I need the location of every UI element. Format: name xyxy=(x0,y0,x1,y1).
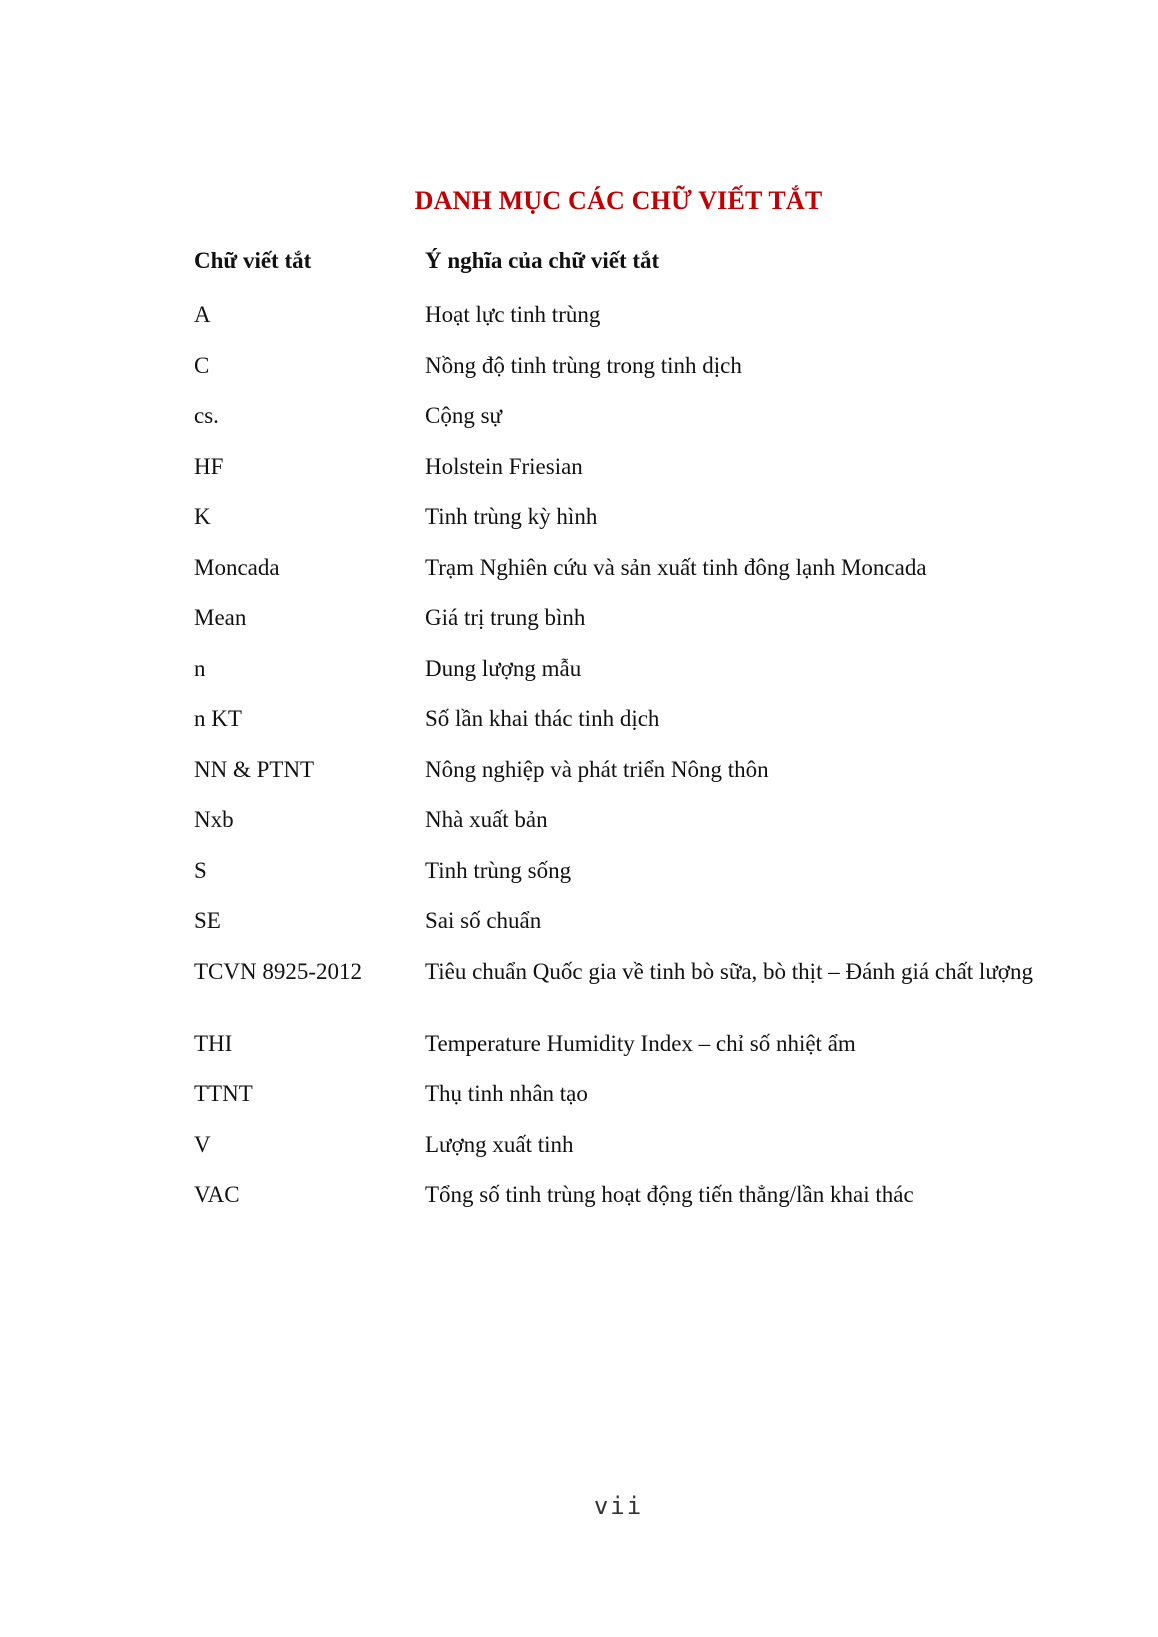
page-number: vii xyxy=(593,1492,644,1520)
meaning-cell: Trạm Nghiên cứu và sản xuất tinh đông lạnh Moncada xyxy=(425,554,927,580)
abbreviation-cell: Mean xyxy=(194,605,247,630)
table-row xyxy=(194,601,1054,652)
table-row xyxy=(194,753,1054,804)
table-row xyxy=(194,702,1054,753)
meaning-cell: Sai số chuẩn xyxy=(425,908,542,933)
meaning-cell: Thụ tinh nhân tạo xyxy=(425,1081,588,1106)
abbreviation-cell: n KT xyxy=(194,706,242,731)
abbreviation-cell: cs. xyxy=(194,403,219,428)
header-abbreviation: Chữ viết tắt xyxy=(194,248,312,273)
page-title: DANH MỤC CÁC CHỮ VIẾT TẮT xyxy=(414,186,823,215)
abbreviation-cell: Nxb xyxy=(194,807,234,832)
table-header xyxy=(194,244,1054,298)
table-row xyxy=(194,500,1054,551)
table-row xyxy=(194,450,1054,501)
meaning-cell: Holstein Friesian xyxy=(425,453,583,479)
meaning-cell: Temperature Humidity Index – chỉ số nhiệt ẩm xyxy=(425,1030,856,1056)
abbreviation-cell: SE xyxy=(194,908,221,933)
abbreviation-cell: V xyxy=(194,1131,211,1157)
abbreviation-cell: TCVN 8925-2012 xyxy=(194,958,363,984)
meaning-cell: Tiêu chuẩn Quốc gia về tinh bò sữa, bò thịt – Đánh giá chất lượng xyxy=(425,958,1033,984)
table-row xyxy=(194,1077,1054,1128)
abbreviation-cell: THI xyxy=(194,1030,233,1056)
table-row xyxy=(194,551,1054,602)
meaning-cell: Tinh trùng kỳ hình xyxy=(425,504,598,529)
table-row xyxy=(194,803,1054,854)
meaning-cell: Tổng số tinh trùng hoạt động tiến thẳng/lần khai thác xyxy=(425,1182,914,1207)
meaning-cell: Dung lượng mẫu xyxy=(425,655,582,681)
table-row xyxy=(194,298,1054,349)
table-row xyxy=(194,955,1054,1027)
table-row xyxy=(194,652,1054,703)
abbreviation-cell: K xyxy=(194,504,211,529)
abbreviation-cell: n xyxy=(194,655,206,681)
abbreviation-cell: S xyxy=(194,857,207,883)
table-row xyxy=(194,1178,1054,1229)
abbreviation-cell: VAC xyxy=(194,1182,240,1207)
table-row xyxy=(194,1027,1054,1078)
meaning-cell: Nhà xuất bản xyxy=(425,807,548,832)
meaning-cell: Nồng độ tinh trùng trong tinh dịch xyxy=(425,352,742,378)
header-meaning: Ý nghĩa của chữ viết tắt xyxy=(425,248,660,273)
meaning-cell: Số lần khai thác tinh dịch xyxy=(425,706,660,731)
meaning-cell: Cộng sự xyxy=(425,403,503,428)
table-row xyxy=(194,854,1054,905)
meaning-cell: Giá trị trung bình xyxy=(425,605,586,630)
abbreviation-cell: Moncada xyxy=(194,554,280,580)
meaning-cell: Tinh trùng sống xyxy=(425,857,572,883)
table-row xyxy=(194,349,1054,400)
table-row xyxy=(194,399,1054,450)
abbreviation-cell: HF xyxy=(194,453,224,479)
abbreviation-cell: TTNT xyxy=(194,1081,253,1106)
abbreviation-cell: A xyxy=(194,302,211,327)
table-row xyxy=(194,1128,1054,1179)
meaning-cell: Nông nghiệp và phát triển Nông thôn xyxy=(425,756,769,782)
meaning-cell: Lượng xuất tinh xyxy=(425,1131,574,1157)
abbreviation-table xyxy=(194,244,1054,1229)
meaning-cell: Hoạt lực tinh trùng xyxy=(425,302,601,327)
table-row xyxy=(194,904,1054,955)
abbreviation-cell: NN & PTNT xyxy=(194,756,315,782)
abbreviation-cell: C xyxy=(194,352,210,378)
